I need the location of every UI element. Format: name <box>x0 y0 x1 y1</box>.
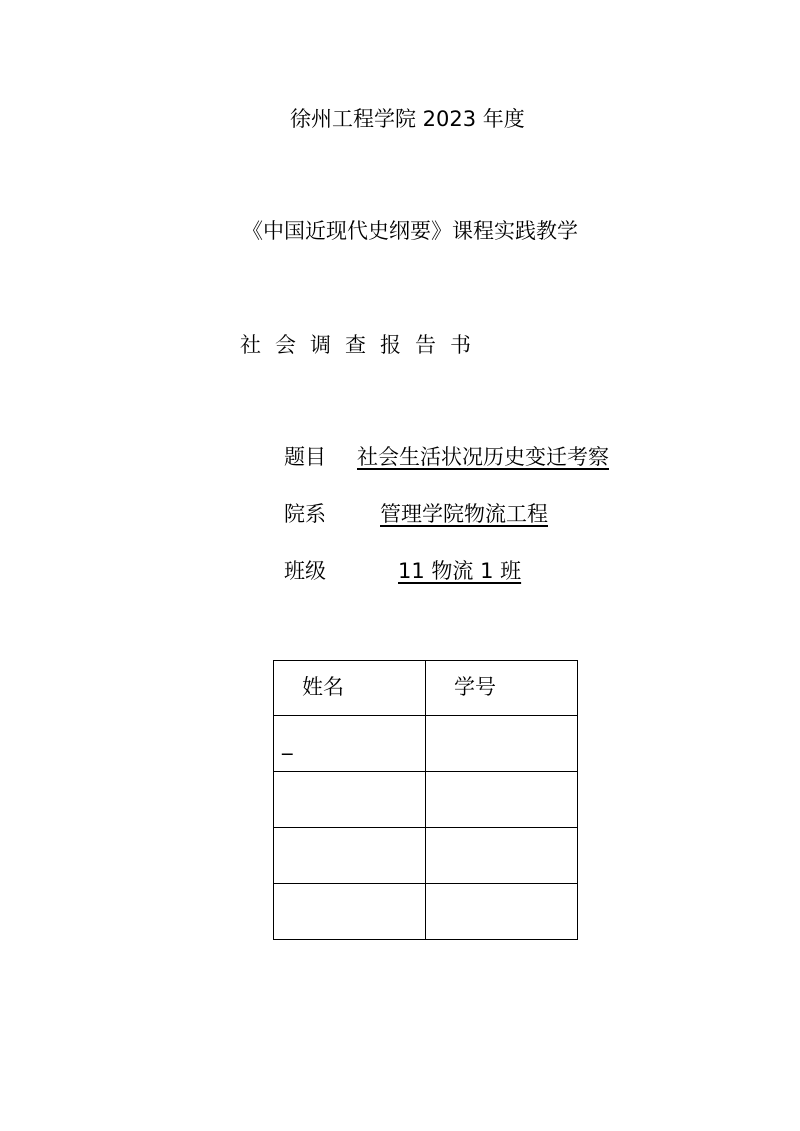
cell-text <box>274 772 425 786</box>
cell-text <box>274 884 425 898</box>
column-header-student-id: 学号 <box>426 661 578 716</box>
department-label: 院系 <box>284 502 326 526</box>
table-cell <box>426 884 578 940</box>
table-row <box>274 716 578 772</box>
topic-label: 题目 <box>284 445 326 469</box>
course-title-heading: 《中国近现代史纲要》课程实践教学 <box>242 219 578 243</box>
department-value: 管理学院物流工程 <box>380 502 548 526</box>
table-row <box>274 772 578 828</box>
members-table <box>273 660 578 940</box>
table-header-row <box>274 661 578 716</box>
cell-text <box>426 716 577 730</box>
table-row <box>274 828 578 884</box>
column-header-name: 姓名 <box>274 661 426 716</box>
document-type-heading: 社会调查报告书 <box>240 333 485 357</box>
cell-text <box>426 884 577 898</box>
table-cell <box>426 772 578 828</box>
class-label: 班级 <box>284 559 326 583</box>
class-value: 11 物流 1 班 <box>398 559 522 583</box>
table-cell <box>426 716 578 772</box>
institution-year-heading: 徐州工程学院 2023 年度 <box>290 107 525 131</box>
table-cell <box>274 772 426 828</box>
cell-text <box>426 772 577 786</box>
table-cell <box>274 884 426 940</box>
cell-text: _ <box>282 731 293 755</box>
table-cell <box>274 828 426 884</box>
cell-text <box>426 828 577 842</box>
table-cell <box>426 828 578 884</box>
table-cell <box>274 716 426 772</box>
table-row <box>274 884 578 940</box>
cell-text <box>274 828 425 842</box>
topic-value: 社会生活状况历史变迁考察 <box>357 445 609 469</box>
